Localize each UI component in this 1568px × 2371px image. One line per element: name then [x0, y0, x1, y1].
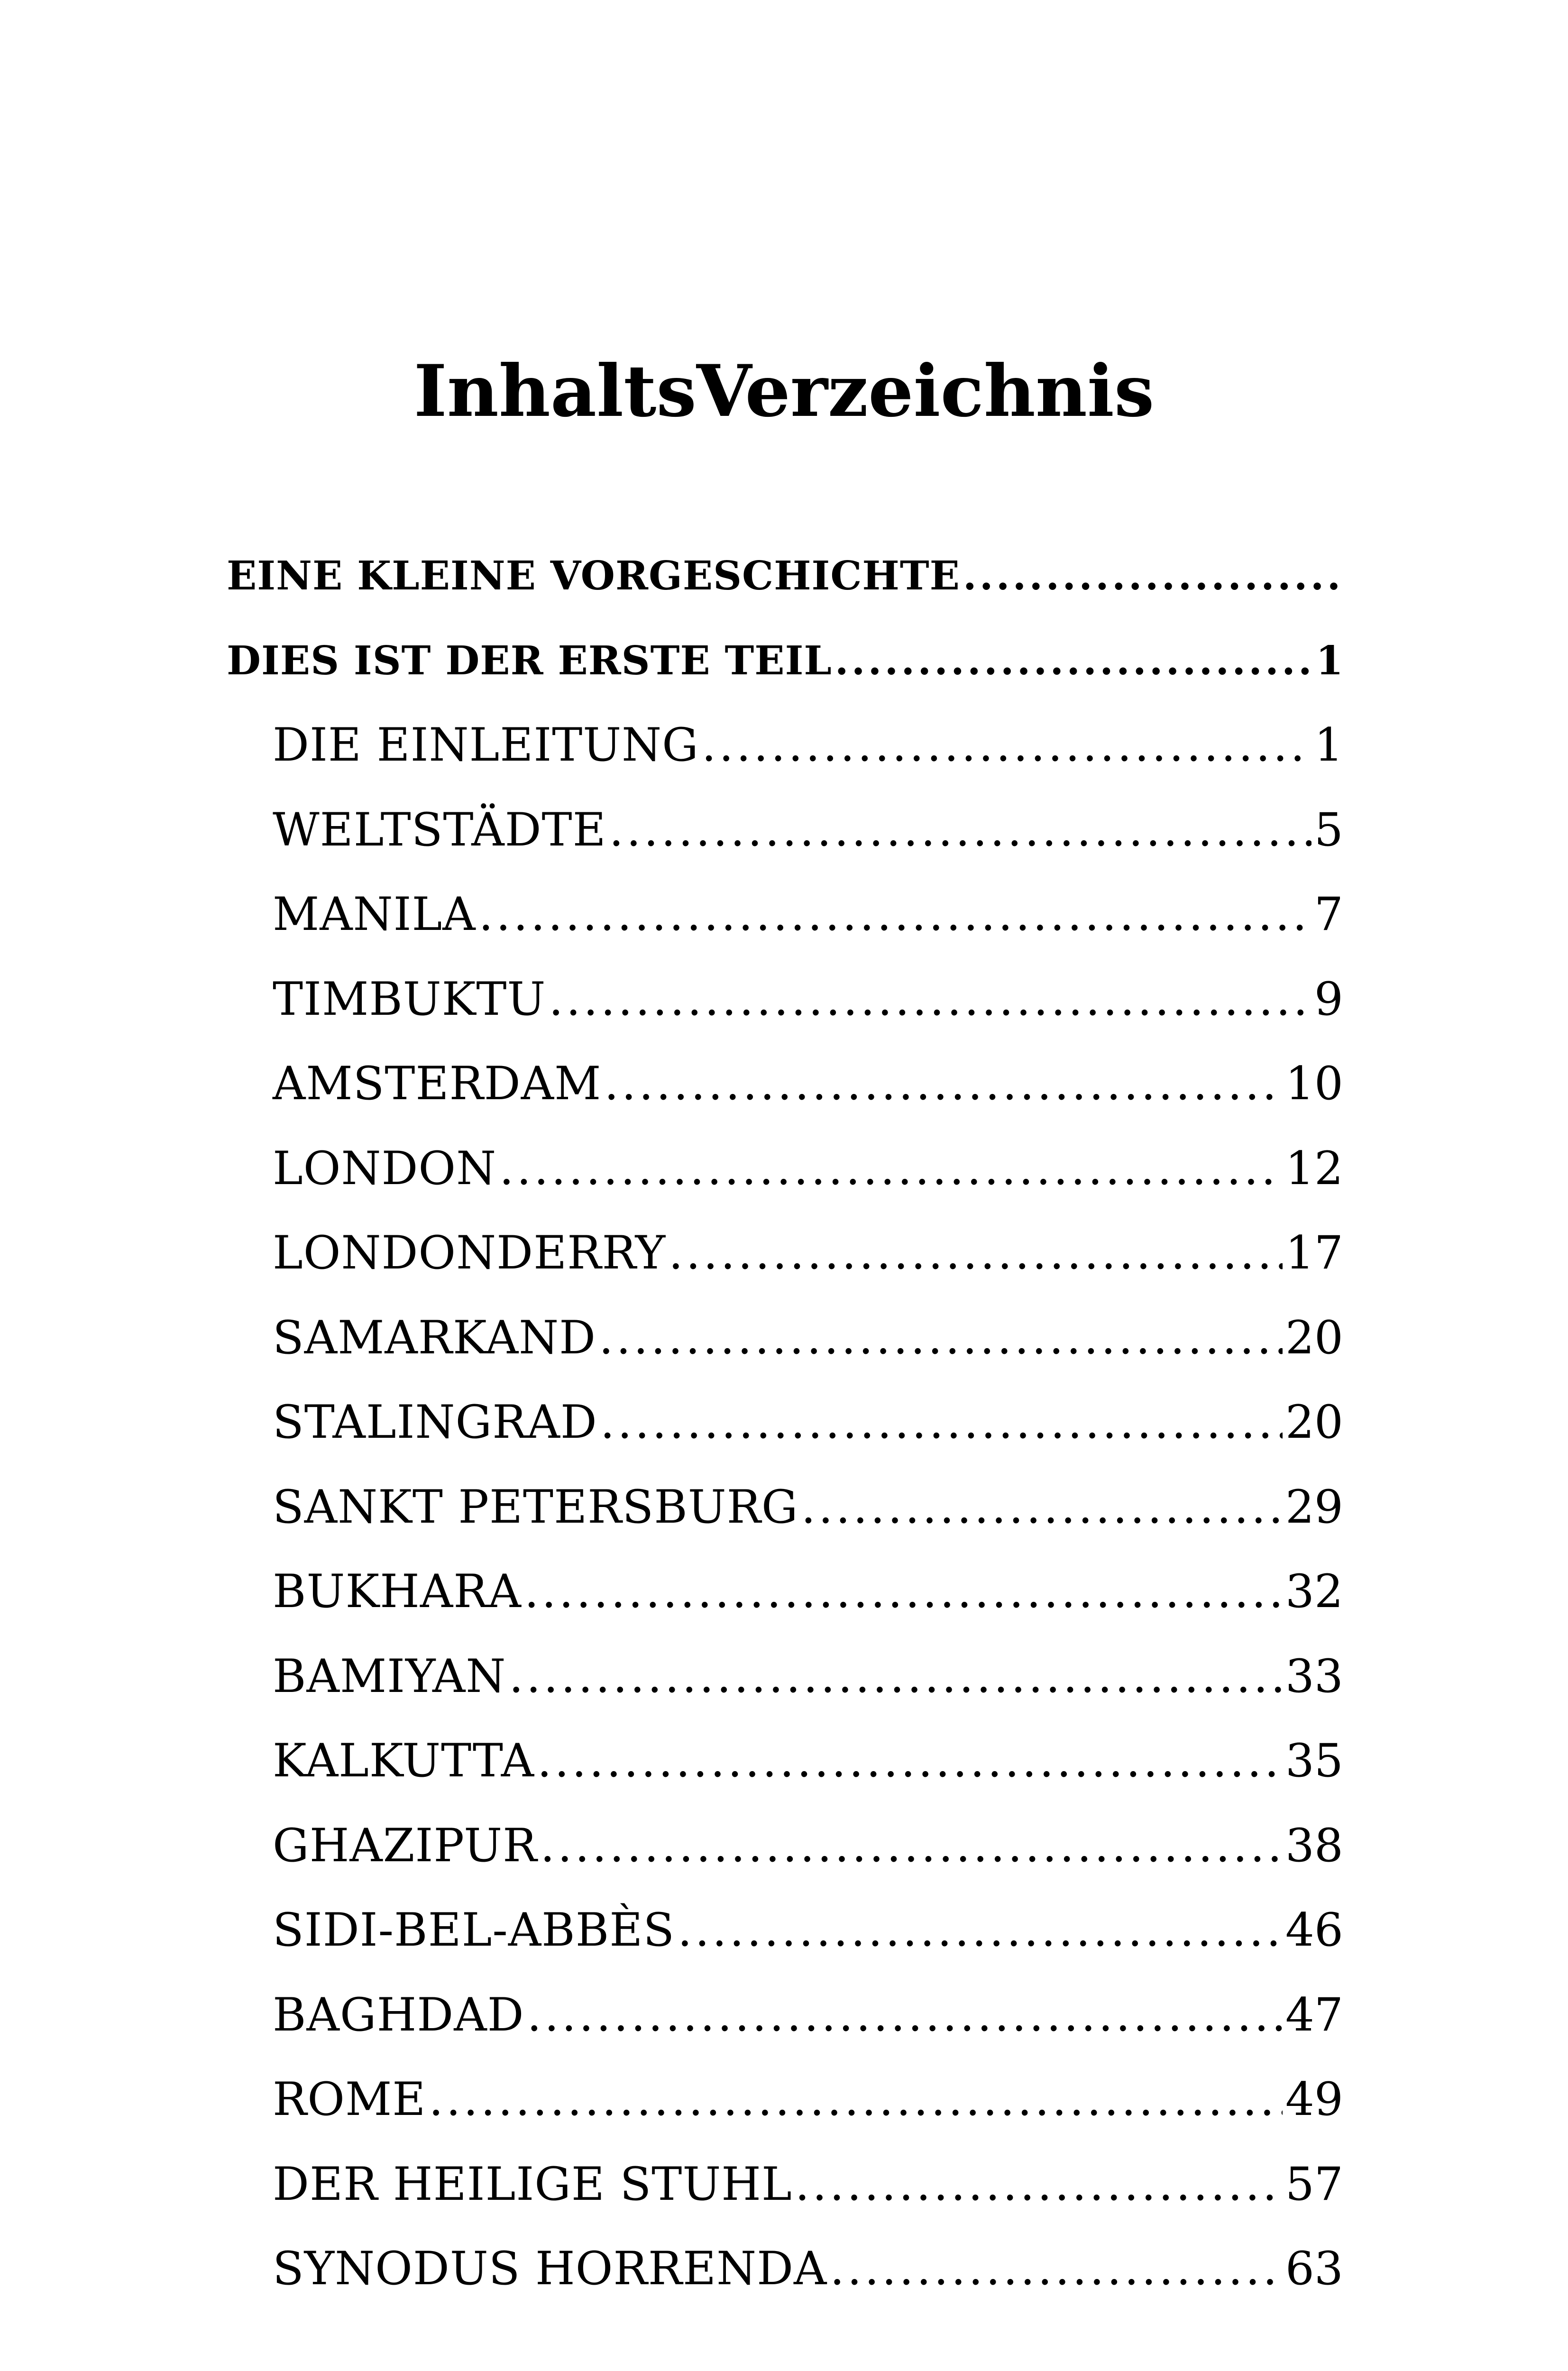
- toc-entry-label: AMSTERDAM: [273, 1057, 602, 1111]
- toc-entry-label: DIES IST DER ERSTE TEIL: [227, 637, 832, 684]
- toc-entry-ghazipur[interactable]: [273, 1803, 1343, 1888]
- toc-entry-page: 47: [1285, 1988, 1343, 2041]
- toc-entry-page: 9: [1314, 972, 1343, 1026]
- toc-entry-stalingrad[interactable]: [273, 1380, 1343, 1465]
- toc-entry-label: SANKT PETERSBURG: [273, 1480, 798, 1534]
- toc-entry-label: WELTSTÄDTE: [273, 803, 606, 856]
- toc-entry-bukhara[interactable]: [273, 1549, 1343, 1634]
- toc-dot-leader: [499, 1142, 1283, 1195]
- toc-entry-label: BUKHARA: [273, 1565, 522, 1618]
- table-of-contents: [0, 533, 1568, 2311]
- toc-entry-london[interactable]: [273, 1126, 1343, 1211]
- toc-entry-page: 33: [1285, 1649, 1343, 1703]
- toc-entry-page: 17: [1285, 1226, 1343, 1280]
- toc-dot-leader: [678, 1903, 1283, 1957]
- toc-entry-page: 32: [1285, 1565, 1343, 1618]
- page-title: InhaltsVerzeichnis: [413, 349, 1155, 433]
- toc-entry-label: LONDONDERRY: [273, 1226, 666, 1280]
- toc-entry-label: EINE KLEINE VORGESCHICHTE: [227, 552, 960, 599]
- toc-entry-sankt-petersburg[interactable]: [273, 1465, 1343, 1550]
- toc-entry-kalkutta[interactable]: [273, 1719, 1343, 1803]
- toc-dot-leader: [609, 803, 1311, 856]
- toc-entry-label: ROME: [273, 2073, 426, 2126]
- toc-entry-page: 49: [1285, 2073, 1343, 2126]
- toc-dot-leader: [835, 637, 1313, 684]
- toc-entry-page: 12: [1285, 1141, 1343, 1195]
- toc-entry-samarkand[interactable]: [273, 1296, 1343, 1380]
- toc-entry-label: SYNODUS HORRENDA: [273, 2242, 827, 2296]
- toc-entry-rome[interactable]: [273, 2057, 1343, 2142]
- toc-dot-leader: [537, 1734, 1283, 1787]
- toc-dot-leader: [549, 973, 1311, 1026]
- toc-entry-page: 1: [1314, 718, 1343, 772]
- toc-entry-vorgeschichte[interactable]: [227, 533, 1343, 618]
- toc-entry-einleitung[interactable]: [273, 703, 1343, 788]
- toc-dot-leader: [600, 1396, 1283, 1449]
- toc-entry-londonderry[interactable]: [273, 1211, 1343, 1296]
- toc-dot-leader: [702, 718, 1311, 772]
- toc-dot-leader: [429, 2073, 1282, 2126]
- toc-entry-label: LONDON: [273, 1141, 497, 1195]
- toc-entry-weltstaedte[interactable]: [273, 788, 1343, 873]
- toc-dot-leader: [540, 1819, 1282, 1872]
- toc-entry-label: TIMBUKTU: [273, 972, 546, 1026]
- toc-entry-page: 57: [1285, 2157, 1343, 2211]
- toc-entry-label: BAGHDAD: [273, 1988, 524, 2041]
- toc-entry-manila[interactable]: [273, 872, 1343, 957]
- toc-entry-label: KALKUTTA: [273, 1734, 535, 1788]
- toc-entry-label: BAMIYAN: [273, 1649, 506, 1703]
- toc-dot-leader: [801, 1480, 1283, 1534]
- toc-entry-label: SAMARKAND: [273, 1311, 596, 1364]
- toc-dot-leader: [669, 1226, 1283, 1279]
- toc-entry-page: 7: [1314, 888, 1343, 941]
- toc-entry-heilige-stuhl[interactable]: [273, 2142, 1343, 2227]
- toc-dot-leader: [527, 1988, 1283, 2041]
- toc-entry-label: MANILA: [273, 888, 476, 941]
- toc-entry-bamiyan[interactable]: [273, 1634, 1343, 1719]
- toc-entry-synodus-horrenda[interactable]: [273, 2226, 1343, 2311]
- toc-dot-leader: [963, 552, 1340, 599]
- toc-entry-page: 35: [1285, 1734, 1343, 1788]
- toc-entry-timbuktu[interactable]: [273, 957, 1343, 1042]
- toc-entry-label: GHAZIPUR: [273, 1819, 538, 1872]
- toc-entry-page: 38: [1285, 1819, 1343, 1872]
- toc-entry-label: STALINGRAD: [273, 1396, 597, 1449]
- toc-dot-leader: [479, 888, 1311, 941]
- toc-dot-leader: [509, 1650, 1283, 1703]
- toc-entry-page: 46: [1285, 1903, 1343, 1957]
- toc-entry-page: 20: [1285, 1396, 1343, 1449]
- toc-entry-erster-teil[interactable]: [227, 618, 1343, 703]
- toc-entry-label: DIE EINLEITUNG: [273, 718, 699, 772]
- toc-entry-page: 29: [1285, 1480, 1343, 1534]
- toc-entry-page: 5: [1314, 803, 1343, 856]
- toc-entry-label: SIDI-BEL-ABBÈS: [273, 1903, 675, 1957]
- toc-dot-leader: [524, 1565, 1283, 1618]
- toc-entry-page: 10: [1285, 1057, 1343, 1111]
- toc-entry-label: DER HEILIGE STUHL: [273, 2157, 792, 2211]
- toc-entry-page: 20: [1285, 1311, 1343, 1364]
- toc-entry-amsterdam[interactable]: [273, 1041, 1343, 1126]
- toc-entry-page: 63: [1285, 2242, 1343, 2296]
- toc-dot-leader: [795, 2158, 1283, 2211]
- toc-entry-baghdad[interactable]: [273, 1973, 1343, 2058]
- toc-dot-leader: [599, 1311, 1283, 1364]
- toc-dot-leader: [830, 2242, 1282, 2295]
- toc-entry-page: 1: [1316, 637, 1343, 684]
- toc-entry-sidi-bel-abbes[interactable]: [273, 1888, 1343, 1973]
- toc-dot-leader: [604, 1057, 1282, 1110]
